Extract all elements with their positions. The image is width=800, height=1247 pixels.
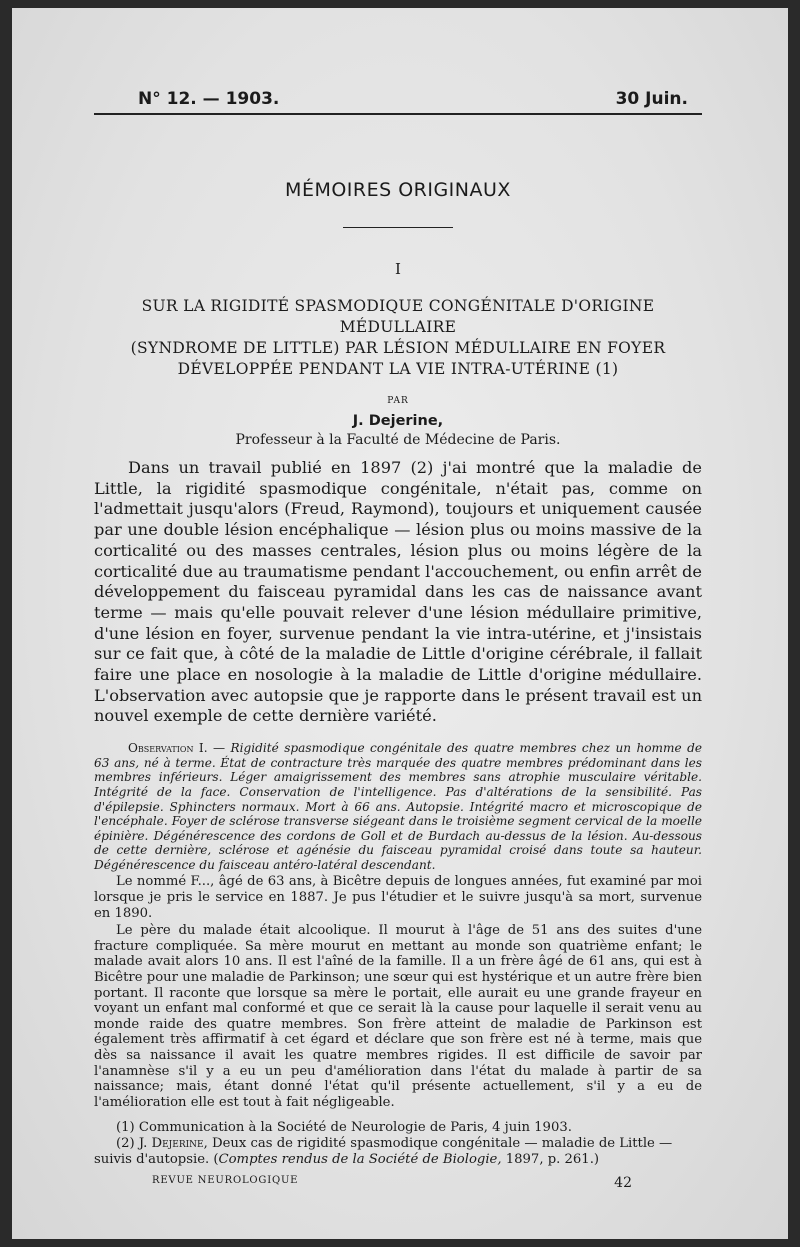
observation-label: Observation I. — — [128, 741, 226, 756]
author-affiliation: Professeur à la Faculté de Médecine de Paris. — [235, 432, 561, 448]
footnote-2-end: 1897, p. 261.) — [501, 1151, 600, 1167]
article-title — [94, 296, 702, 380]
article-title-line: DÉVELOPPÉE PENDANT LA VIE INTRA-UTÉRINE (1) — [177, 360, 619, 378]
intro-paragraph: Dans un travail publié en 1897 (2) j'ai montré que la maladie de Little, la rigidité spasmodique congénitale, n'était pas, comme on l'admettait jusqu'alors (Freud, Raymond), toujours et uniquement causée par une double lésion encéphalique — lésion plus ou moins massive de la corticalité ou des masses centrales, lésion plus ou moins légère de la corticalité due au traumatisme pendant l'accouchement, ou enfin arrêt de développement du faisceau pyramidal dans les cas de naissance avant terme — mais qu'elle pouvait relever d'une lésion médullaire primitive, d'une lésion en foyer, survenue pendant la vie intra-utérine, et j'insistais sur ce fait que, à côté de la maladie de Little d'origine cérébrale, il fallait faire une place en nosologie à la maladie de Little d'origine médullaire. L'observation avec autopsie que je rapporte dans le présent travail est un nouvel exemple de cette dernière variété. — [94, 458, 702, 726]
footnote-2 — [94, 1136, 702, 1167]
footnote-1: (1) Communication à la Société de Neurologie de Paris, 4 juin 1903. — [116, 1120, 572, 1136]
footnotes — [94, 1120, 702, 1167]
footnote-2-text: , Deux cas de rigidité spasmodique congénitale — maladie de Little — suivis d'autopsie. ( — [94, 1135, 673, 1167]
title-divider — [343, 227, 453, 228]
case-paragraph: Le nommé F..., âgé de 63 ans, à Bicêtre depuis de longues années, fut examiné par moi lorsque je pris le service en 1887. Je pus l'étudier et le suivre jusqu'à sa mort, survenue en 1890. — [94, 874, 702, 921]
journal-name: REVUE NEUROLOGIQUE — [152, 1175, 299, 1187]
footnote-2-author: Dejerine — [151, 1135, 204, 1151]
footnote-2-journal: Comptes rendus de la Société de Biologie, — [218, 1151, 502, 1167]
scanned-page — [12, 8, 788, 1239]
running-header — [94, 82, 702, 115]
case-paragraph: Le père du malade était alcoolique. Il mourut à l'âge de 51 ans des suites d'une fracture compliquée. Sa mère mourut en mettant au monde son quatrième enfant; le malade avait alors 10 ans. Il est l'aîné de la famille. Il a un frère âgé de 61 ans, qui est à Bicêtre pour une maladie de Parkinson; une sœur qui est hystérique et un autre frère bien portant. Il raconte que lorsque sa mère le portait, elle aurait eu une grande frayeur en voyant un enfant mal conformé et que ce serait là la cause pour laquelle il serait venu au monde raide des quatre membres. Son frère atteint de maladie de Parkinson est également très affirmatif à cet égard et déclare que son frère est né à terme, mais que dès sa naissance il avait les quatre membres rigides. Il est difficile de savoir par l'anamnèse s'il y a eu un peu d'amélioration dans l'état du malade à partir de sa naissance; mais, étant donné l'état qu'il présente actuellement, s'il y a eu de l'amélioration elle est tout à fait négligeable. — [94, 923, 702, 1110]
document-page — [94, 82, 702, 1191]
footnote-2-prefix: (2) J. — [116, 1135, 148, 1151]
author-name: J. Dejerine, — [352, 413, 444, 429]
byline-par: PAR — [387, 396, 409, 406]
observation-summary — [94, 741, 702, 872]
issue-date: 30 Juin. — [615, 89, 688, 109]
issue-number: N° 12. — 1903. — [138, 89, 280, 109]
page-number: 42 — [614, 1175, 632, 1192]
article-numeral: I — [395, 260, 401, 278]
article-title-line: (SYNDROME DE LITTLE) PAR LÉSION MÉDULLAIRE EN FOYER — [130, 339, 666, 357]
observation-text: Rigidité spasmodique congénitale des quatre membres chez un homme de 63 ans, né à terme. État de contracture très marquée des quatre membres prédominant dans les membres inférieurs. Léger amaigrissement des membres sans atrophie musculaire véritable. Intégrité de la face. Conservation de l'intelligence. Pas d'altérations de la sensibilité. Pas d'épilepsie. Sphincters normaux. Mort à 66 ans. Autopsie. Intégrité macro et microscopique de l'encéphale. Foyer de sclérose transverse siégeant dans le troisième segment cervical de la moelle épinière. Dégénérescence des cordons de Goll et de Burdach au-dessus de la lésion. Au-dessous de cette dernière, sclérose et agénésie du faisceau pyramidal croisé dans toute sa hauteur. Dégénérescence du faisceau antéro-latéral descendant. — [94, 741, 702, 872]
page-footer — [94, 1175, 702, 1191]
article-title-line: SUR LA RIGIDITÉ SPASMODIQUE CONGÉNITALE D'ORIGINE MÉDULLAIRE — [141, 297, 655, 336]
section-title: MÉMOIRES ORIGINAUX — [285, 179, 511, 201]
